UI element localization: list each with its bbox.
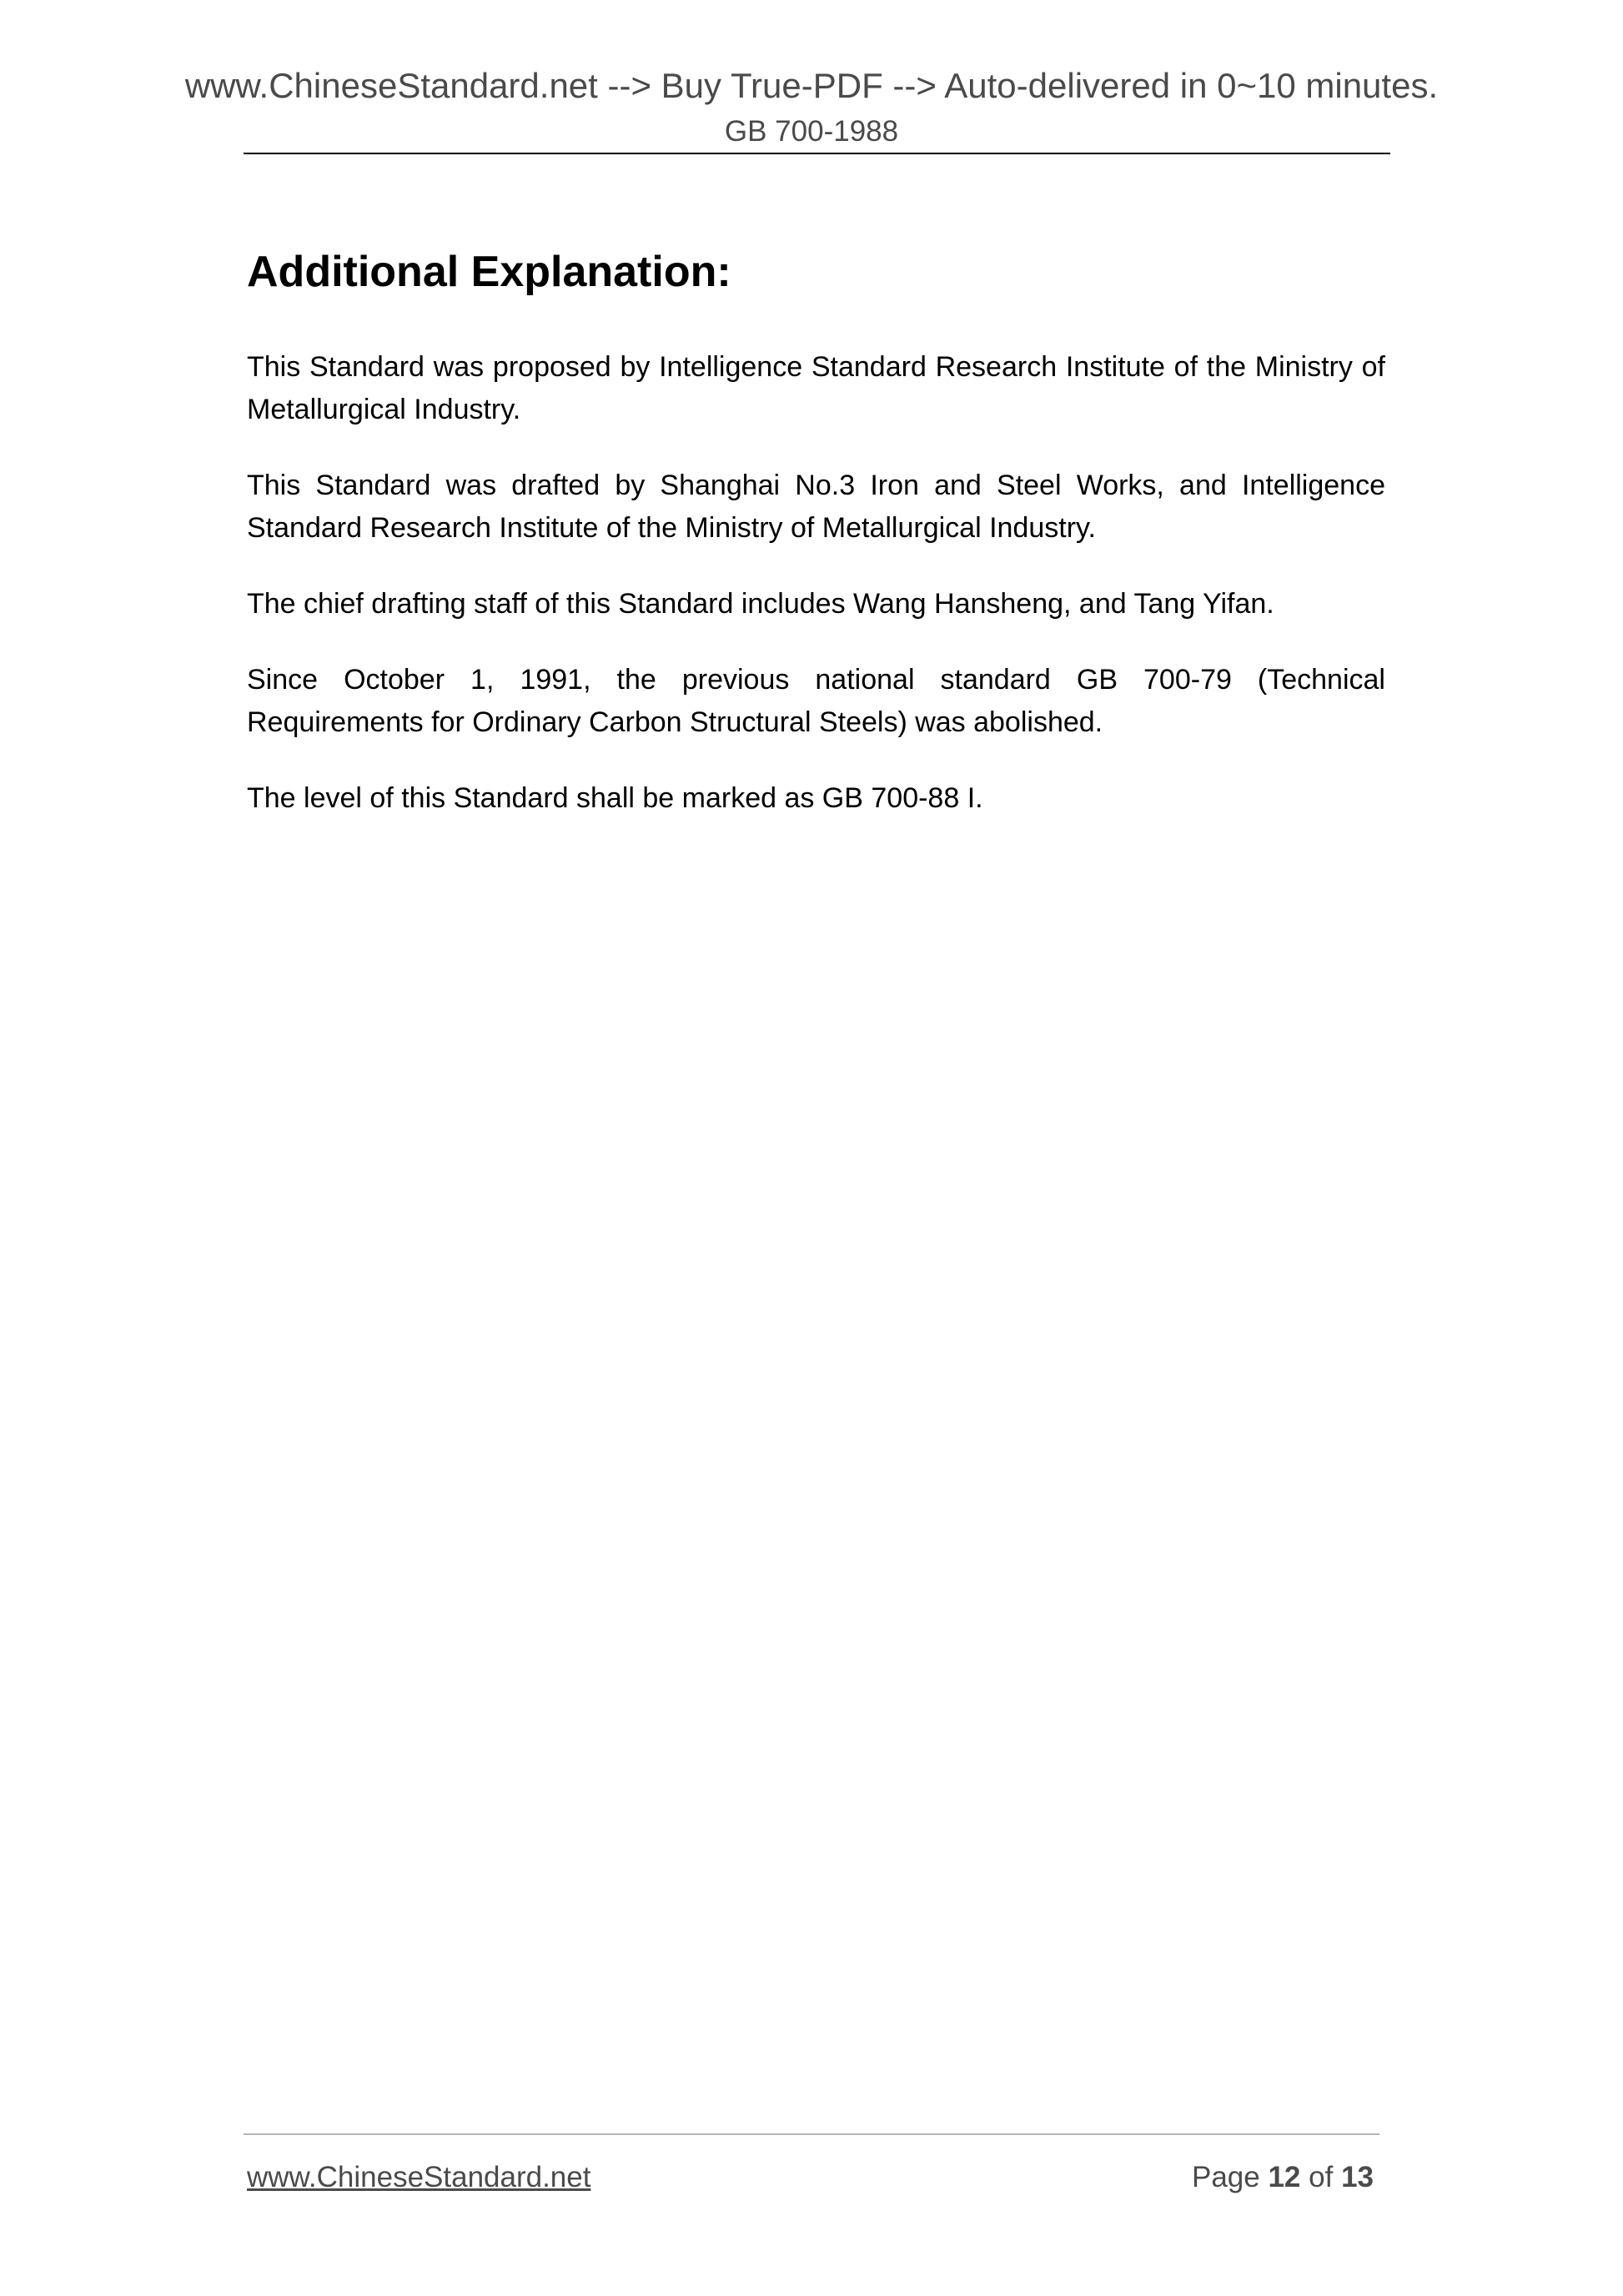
- footer-website-link[interactable]: www.ChineseStandard.net: [247, 2161, 591, 2193]
- paragraph-drafted-by: This Standard was drafted by Shanghai No.3 Iron and Steel Works, and Intelligence Standard Research Institute of the Ministry of Metallurgical Industry.: [247, 470, 1385, 544]
- page-total: 13: [1341, 2161, 1374, 2193]
- section-heading: Additional Explanation:: [247, 248, 731, 296]
- page-current: 12: [1268, 2161, 1301, 2193]
- page-prefix: Page: [1191, 2161, 1260, 2193]
- header-banner: www.ChineseStandard.net --> Buy True-PDF --> Auto-delivered in 0~10 minutes.: [184, 66, 1439, 105]
- paragraph-standard-level: The level of this Standard shall be marked as GB 700-88 I.: [247, 782, 983, 814]
- document-body: [247, 346, 1385, 853]
- paragraph-proposed-by: This Standard was proposed by Intelligence Standard Research Institute of the Ministry of Metallurgical Industry.: [247, 351, 1385, 425]
- document-code: GB 700-1988: [724, 115, 899, 148]
- paragraph-abolished-standard: Since October 1, 1991, the previous national standard GB 700-79 (Technical Requirements for Ordinary Carbon Structural Steels) was abolished.: [247, 664, 1385, 738]
- footer-divider: [244, 2133, 1379, 2135]
- page-of: of: [1309, 2161, 1334, 2193]
- header-divider: [244, 153, 1390, 154]
- page-number: [1192, 2160, 1374, 2195]
- paragraph-drafting-staff: The chief drafting staff of this Standard includes Wang Hansheng, and Tang Yifan.: [247, 588, 1274, 620]
